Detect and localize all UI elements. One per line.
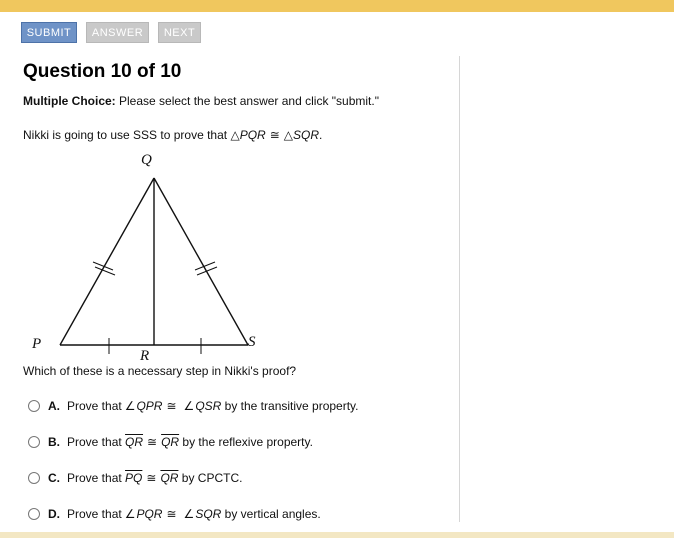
choice-prefix: Prove that	[67, 471, 126, 485]
followup-question: Which of these is a necessary step in Nikki's proof?	[23, 364, 297, 378]
choice-a[interactable]	[28, 399, 359, 413]
double-tick-qs	[195, 262, 217, 275]
choice-letter: C.	[48, 471, 60, 485]
choice-term-2: $\overline{QR}$	[160, 471, 179, 485]
congruent-symbol: ≅	[269, 128, 280, 142]
choice-term-1: QPR	[136, 399, 163, 413]
vertex-label-s: S	[248, 334, 256, 350]
radio-choice-a[interactable]	[28, 400, 40, 412]
segment-qs	[154, 178, 248, 345]
prompt-end: .	[319, 128, 323, 142]
triangle-figure	[20, 148, 280, 364]
instructions	[23, 94, 379, 108]
question-title: Question 10 of 10	[23, 61, 182, 82]
angle-symbol: ∠	[183, 399, 195, 413]
instructions-label: Multiple Choice:	[23, 94, 116, 108]
next-button[interactable]: NEXT	[158, 22, 201, 43]
column-divider	[459, 56, 460, 522]
answer-button[interactable]: ANSWER	[86, 22, 149, 43]
instructions-text: Please select the best answer and click "submit."	[115, 94, 379, 108]
choice-letter: A.	[48, 399, 60, 413]
congruent-symbol: ≅	[166, 399, 177, 413]
vertex-label-p: P	[32, 336, 42, 352]
vertex-label-r: R	[140, 348, 150, 364]
congruent-symbol: ≅	[147, 435, 158, 449]
choice-b[interactable]	[28, 435, 313, 449]
angle-symbol: ∠	[124, 507, 136, 521]
choice-suffix: by the transitive property.	[221, 399, 359, 413]
radio-choice-c[interactable]	[28, 472, 40, 484]
toolbar	[21, 22, 201, 43]
double-tick-pq	[93, 262, 115, 275]
radio-choice-d[interactable]	[28, 508, 40, 520]
congruent-symbol: ≅	[166, 507, 177, 521]
choice-suffix: by CPCTC.	[178, 471, 243, 485]
radio-choice-b[interactable]	[28, 436, 40, 448]
choice-prefix: Prove that	[67, 507, 122, 521]
vertex-label-q: Q	[141, 152, 152, 168]
prompt-text: Nikki is going to use SSS to prove that	[23, 128, 231, 142]
choice-term-2: $\overline{QR}$	[161, 435, 180, 449]
congruent-symbol: ≅	[146, 471, 157, 485]
choice-term-1: $\overline{PQ}$	[125, 471, 143, 485]
choice-term-2: SQR	[195, 507, 222, 521]
choice-prefix: Prove that	[67, 435, 126, 449]
choice-letter: D.	[48, 507, 60, 521]
submit-button[interactable]: SUBMIT	[21, 22, 77, 43]
angle-symbol: ∠	[183, 507, 195, 521]
choice-d[interactable]	[28, 507, 321, 521]
triangle-symbol: △	[283, 128, 293, 142]
top-accent-bar	[0, 0, 674, 12]
choice-prefix: Prove that	[67, 399, 122, 413]
segment-pq	[60, 178, 154, 345]
choice-term-1: PQR	[136, 507, 163, 521]
choice-c[interactable]	[28, 471, 242, 485]
choice-suffix: by the reflexive property.	[179, 435, 313, 449]
question-prompt	[23, 128, 322, 142]
prompt-triangle-2: SQR	[293, 128, 320, 142]
choice-term-1: $\overline{QR}$	[125, 435, 144, 449]
choice-letter: B.	[48, 435, 60, 449]
angle-symbol: ∠	[124, 399, 136, 413]
triangle-symbol: △	[230, 128, 240, 142]
choice-suffix: by vertical angles.	[221, 507, 321, 521]
prompt-triangle-1: PQR	[239, 128, 266, 142]
bottom-accent-bar	[0, 532, 674, 538]
choice-term-2: QSR	[195, 399, 222, 413]
